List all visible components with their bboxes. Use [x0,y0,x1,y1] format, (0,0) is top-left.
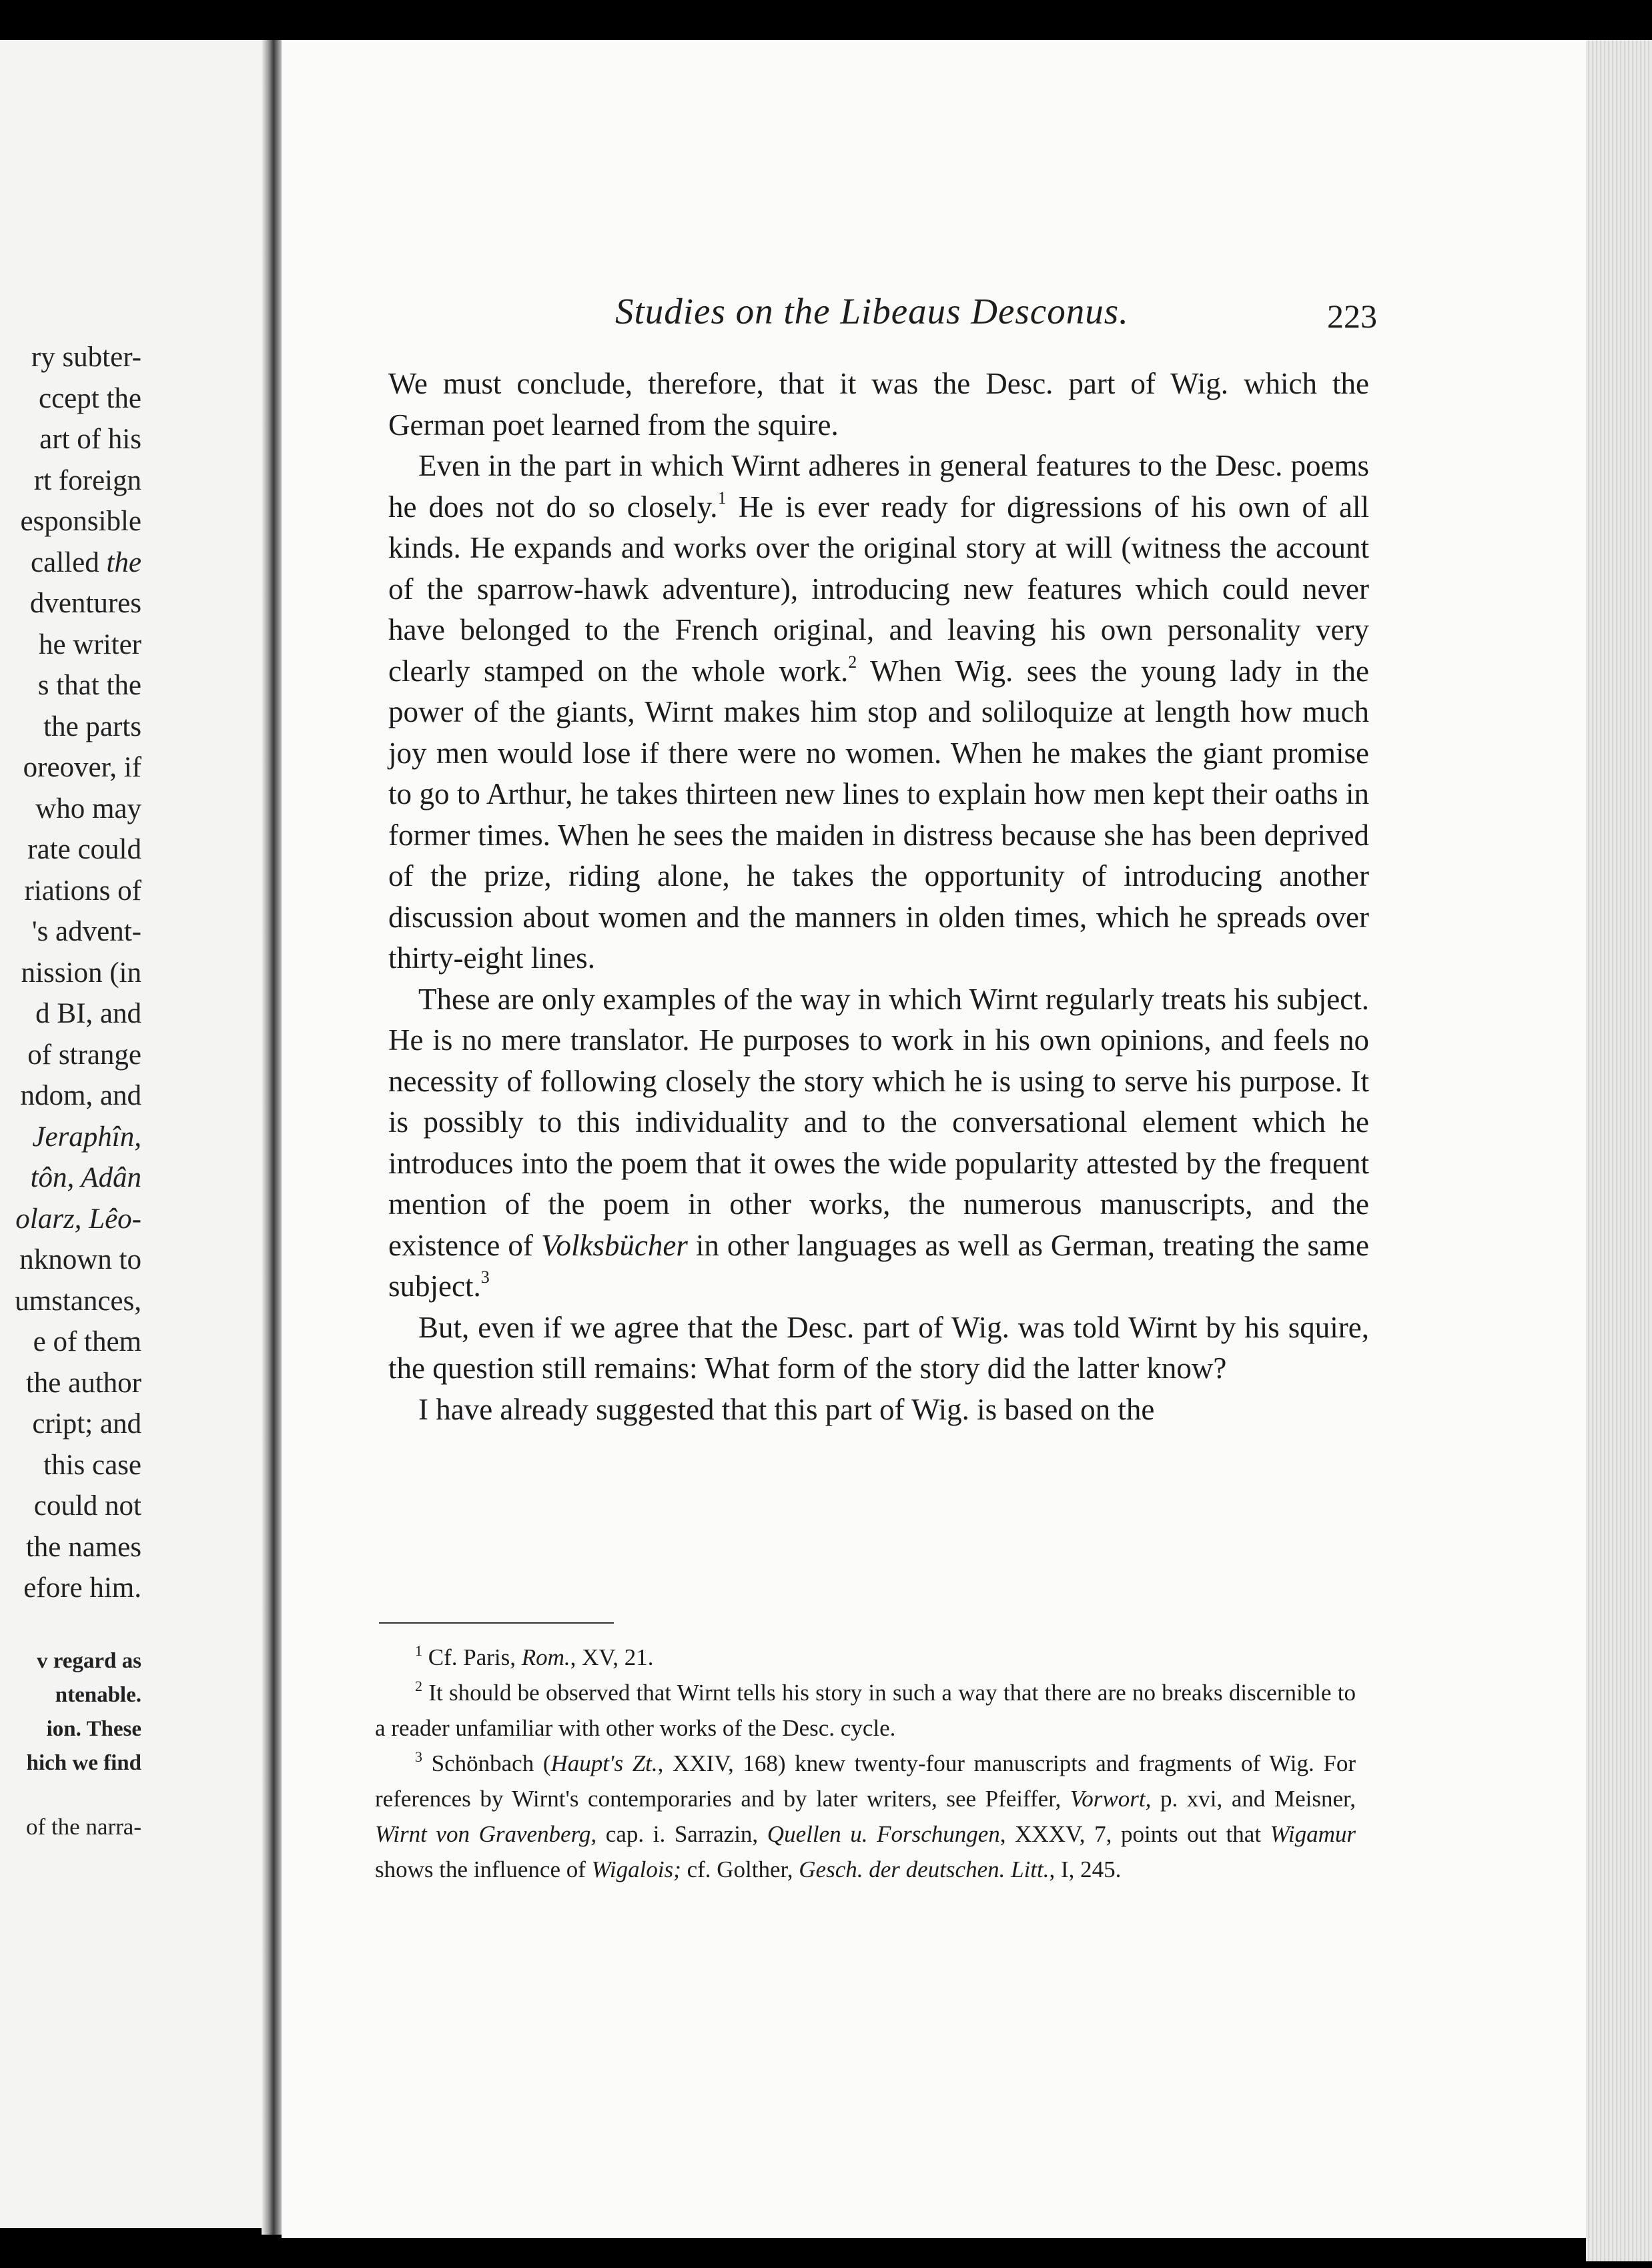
paragraph-text: in other languages as well as German, treating the same subject. [388,1228,1369,1303]
facing-page-line: cript; and [32,1408,141,1440]
footnote-mark: 2 [415,1678,422,1694]
paragraph-text: These are only examples of the way in which Wirnt regularly treats his subject. He is no mere translator. He purposes to work in his own opinions, and feels no necessity of following closely the story which he is using to serve his purpose. It is possibly to this individuality and to the conversational element which he introduces into the poem that it owes the wide popularity attested by the frequent mention of the poem in other works, the numerous manuscripts, and the existence of [388,982,1369,1262]
footnote-text: Schönbach ( [422,1750,551,1776]
facing-page-footnotes [0,1644,141,1844]
footnote-italic: Quellen u. Forschungen [767,1821,1000,1847]
facing-page-line: ry subter- [31,342,141,373]
page-number: 223 [1327,298,1377,335]
facing-page-line: art of his [39,424,141,455]
footnote-text: , XXXV, 7, points out that [999,1821,1270,1847]
facing-page-line: who may [35,792,141,824]
facing-page-line: this case [43,1449,141,1481]
facing-page-line: oreover, if [23,752,141,783]
paragraph [388,364,1369,446]
facing-page-line: 's advent- [31,916,141,947]
paragraph [388,979,1369,1307]
running-title: Studies on the Libeaus Desconus. [615,291,1129,332]
facing-page-line: nission (in [21,957,141,989]
footnote-1 [375,1640,1356,1675]
footnote-text: , XXIV, 168) knew twenty-four manuscripts and fragments of Wig. For references by Wirnt's contemporaries and by later writers, see Pfeiffer, [375,1750,1356,1812]
facing-page-note-line: hich we find [26,1751,141,1775]
paragraph [388,446,1369,979]
paragraph-text: We must conclude, therefore, that it was the Desc. part of Wig. which the German poet learned from the squire. [388,367,1369,442]
facing-page-line: umstances, [15,1285,141,1317]
facing-page-line: s that the [37,670,141,701]
facing-page-line: tôn, Adân [30,1162,141,1193]
facing-page-note-line: ion. These [46,1717,141,1741]
running-head [615,290,1377,337]
facing-page-line: the names [25,1531,141,1563]
footnote-rule [379,1622,614,1624]
facing-page-note-line: ntenable. [55,1683,141,1707]
footnote-italic: Vorwort, [1070,1786,1152,1812]
footnote-italic: Wigamur [1270,1821,1356,1847]
footnote-text: It should be observed that Wirnt tells his story in such a way that there are no breaks discernible to a reader unfamiliar with other works of the Desc. cycle. [375,1680,1356,1741]
facing-page-line: e of them [33,1326,141,1357]
footnote-italic: Rom. [521,1644,570,1670]
facing-page-line: nknown to [19,1244,141,1275]
italic-title: Volksbücher [540,1228,688,1262]
book-gutter [262,40,282,2235]
paragraph-text: I have already suggested that this part of Wig. is based on the [418,1392,1155,1426]
facing-page-line: rate could [27,834,141,865]
facing-page-line: called the [31,546,141,578]
facing-page-line: the parts [43,710,141,742]
footnote-mark: 1 [415,1642,422,1659]
facing-page-line: he writer [38,628,141,660]
facing-page-text [0,337,141,1609]
footnotes [375,1640,1356,1887]
paragraph-text: He is ever ready for digressions of his own of all kinds. He expands and works over the original story at will (witness the account of the sparrow-hawk adventure), introducing new features which could never have belonged to the French original, and leaving his own personality very clearly stamped on the whole work. [388,490,1369,688]
footnote-italic: Wirnt von Gravenberg, [375,1821,597,1847]
page-edges [1586,40,1652,2261]
facing-page-line: efore him. [23,1572,141,1604]
paragraph [388,1389,1369,1431]
facing-page-line: olarz, Lêo- [15,1203,141,1235]
paragraph-text: When Wig. sees the young lady in the power of the giants, Wirnt makes him stop and soliloquize at length how much joy men would lose if there were no women. When he makes the giant promise to go to Arthur, he takes thirteen new lines to explain how men kept their oaths in former times. When he sees the maiden in distress because she has been deprived of the prize, riding alone, he takes the opportunity of introducing another discussion about women and the manners in olden times, which he spreads over thirty-eight lines. [388,654,1369,975]
footnote-text: Cf. Paris, [422,1644,522,1670]
facing-page-line: ccept the [39,382,141,414]
footnote-text: cap. i. Sarrazin, [596,1821,767,1847]
facing-page-note-line: v regard as [36,1649,141,1673]
footnote-3 [375,1746,1356,1887]
footnote-italic: Gesch. der deutschen. Litt. [799,1856,1050,1882]
footnote-text: , I, 245. [1049,1856,1122,1882]
facing-page-line: rt foreign [33,464,141,496]
footnote-text: cf. Golther, [681,1856,799,1882]
footnote-text: , XV, 21. [570,1644,654,1670]
footnote-mark: 3 [415,1748,422,1765]
footnote-text: shows the influence of [375,1856,592,1882]
facing-page-line: ndom, and [20,1080,141,1111]
footnote-ref: 2 [848,652,857,672]
main-text [388,364,1369,1430]
facing-page-line: riations of [24,875,141,907]
facing-page-line: esponsible [20,506,141,537]
paragraph-text: Even in the part in which Wirnt adheres in general features to the Desc. poems he does not do so closely. [388,449,1369,524]
footnote-ref: 3 [480,1267,490,1287]
facing-page-line: of strange [27,1039,141,1071]
facing-page-line: could not [33,1490,141,1522]
footnote-2 [375,1675,1356,1746]
footnote-text: p. xvi, and Meisner, [1151,1786,1356,1812]
facing-page-line: the author [25,1367,141,1399]
facing-page-line: dventures [29,588,141,619]
facing-page-note-line: of the narra- [26,1814,141,1840]
facing-page-line: d BI, and [35,998,141,1029]
footnote-italic: Haupt's Zt. [550,1750,658,1776]
facing-page-line: Jeraphîn, [32,1121,141,1153]
paragraph-text: But, even if we agree that the Desc. part of Wig. was told Wirnt by his squire, the question still remains: What form of the story did the latter know? [388,1310,1369,1385]
footnote-italic: Wigalois; [591,1856,681,1882]
spacer [0,1780,141,1810]
paragraph [388,1307,1369,1389]
footnote-ref: 1 [717,488,727,508]
